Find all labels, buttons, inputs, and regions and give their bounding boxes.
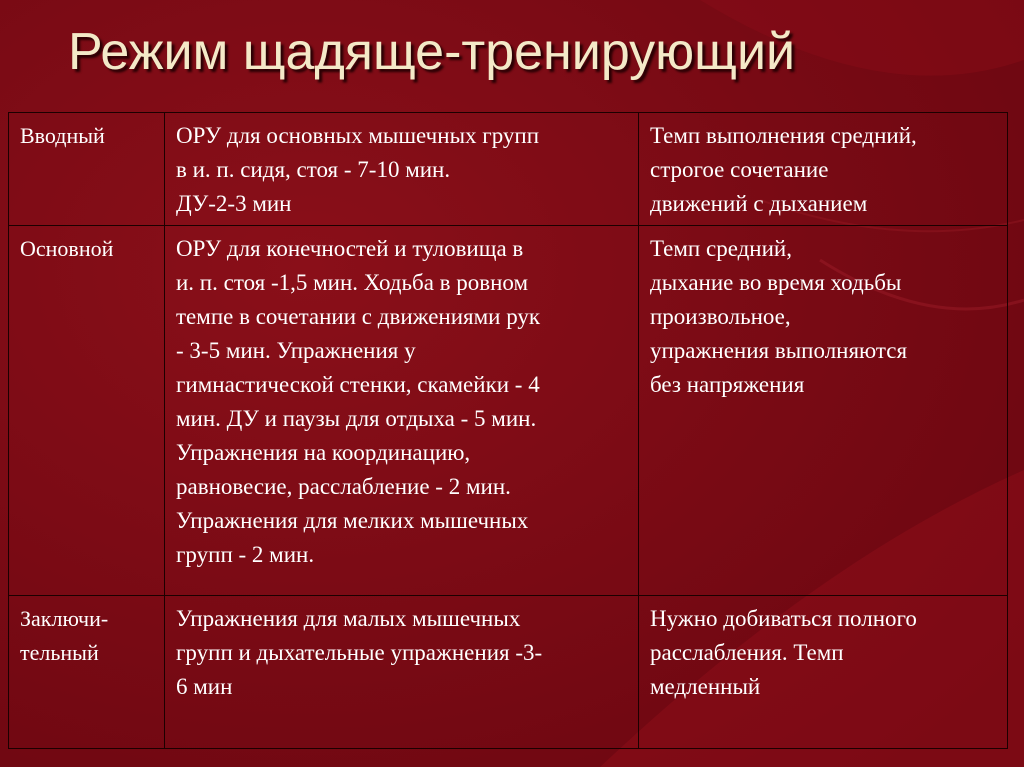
phase-label: Основной xyxy=(20,236,114,261)
phase-label: Вводный xyxy=(20,123,105,148)
notes-cell xyxy=(639,596,1008,749)
regime-table xyxy=(8,112,1008,749)
notes-cell xyxy=(639,226,1008,596)
content-cell xyxy=(165,113,639,226)
exercise-content: Упражнения для малых мышечных групп и дыхательные упражнения -3- 6 мин xyxy=(176,606,543,699)
content-cell xyxy=(165,596,639,749)
notes-cell xyxy=(639,113,1008,226)
exercise-content: ОРУ для основных мышечных групп в и. п. сидя, стоя - 7-10 мин. ДУ-2-3 мин xyxy=(176,123,540,216)
exercise-notes: Темп выполнения средний, строгое сочетание движений с дыханием xyxy=(650,123,917,216)
phase-cell xyxy=(9,226,165,596)
slide-title: Режим щадяще-тренирующий xyxy=(68,23,796,81)
exercise-notes: Нужно добиваться полного расслабления. Темп медленный xyxy=(650,606,917,699)
phase-label: Заключи- тельный xyxy=(20,606,109,665)
table-row xyxy=(9,113,1008,226)
phase-cell xyxy=(9,113,165,226)
exercise-notes: Темп средний, дыхание во время ходьбы произвольное, упражнения выполняются без напряжения xyxy=(650,236,908,397)
exercise-content: ОРУ для конечностей и туловища в и. п. стоя -1,5 мин. Ходьба в ровном темпе в сочетании с движениями рук - 3-5 мин. Упражнения у гимнастической стенки, скамейки - 4 мин. ДУ и паузы для отдыха - 5 мин. Упражнения на координацию, равновесие, расслабление - 2 мин. Упражнения для мелких мышечных групп - 2 мин. xyxy=(176,236,541,567)
content-cell xyxy=(165,226,639,596)
table-row xyxy=(9,226,1008,596)
table-row xyxy=(9,596,1008,749)
phase-cell xyxy=(9,596,165,749)
